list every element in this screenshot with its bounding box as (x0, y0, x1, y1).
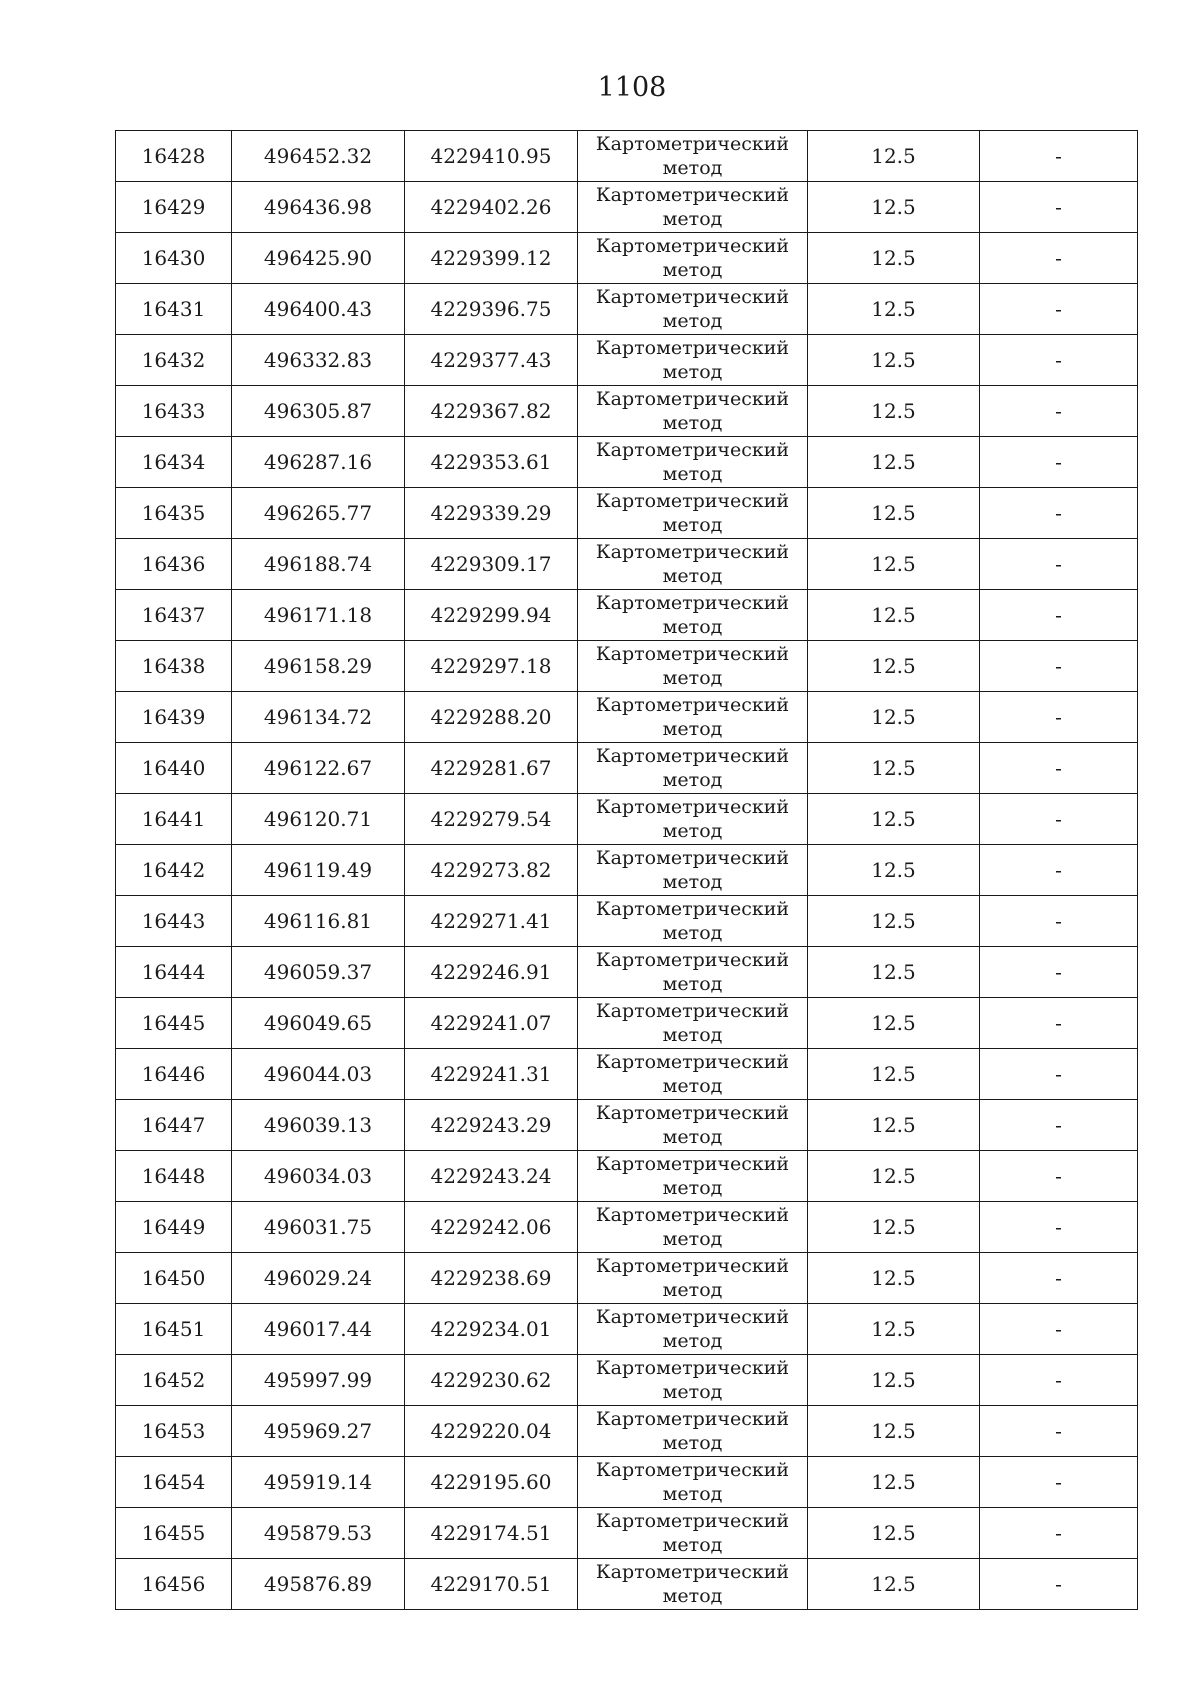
method-cell: Картометрический метод (578, 284, 808, 335)
y-coordinate-cell: 4229170.51 (405, 1559, 578, 1610)
x-coordinate-cell: 496287.16 (232, 437, 405, 488)
point-number-cell: 16452 (116, 1355, 232, 1406)
x-coordinate-cell: 496452.32 (232, 131, 405, 182)
accuracy-cell: 12.5 (808, 845, 980, 896)
x-coordinate-cell: 496034.03 (232, 1151, 405, 1202)
point-number-cell: 16438 (116, 641, 232, 692)
accuracy-cell: 12.5 (808, 284, 980, 335)
note-cell: - (980, 488, 1138, 539)
method-cell: Картометрический метод (578, 233, 808, 284)
x-coordinate-cell: 496265.77 (232, 488, 405, 539)
note-cell: - (980, 845, 1138, 896)
point-number-cell: 16443 (116, 896, 232, 947)
point-number-cell: 16429 (116, 182, 232, 233)
x-coordinate-cell: 496017.44 (232, 1304, 405, 1355)
accuracy-cell: 12.5 (808, 794, 980, 845)
x-coordinate-cell: 496188.74 (232, 539, 405, 590)
method-cell: Картометрический метод (578, 1355, 808, 1406)
accuracy-cell: 12.5 (808, 590, 980, 641)
x-coordinate-cell: 496044.03 (232, 1049, 405, 1100)
table-row (116, 1253, 1138, 1304)
y-coordinate-cell: 4229243.24 (405, 1151, 578, 1202)
accuracy-cell: 12.5 (808, 1355, 980, 1406)
table-row (116, 1151, 1138, 1202)
x-coordinate-cell: 496171.18 (232, 590, 405, 641)
accuracy-cell: 12.5 (808, 182, 980, 233)
note-cell: - (980, 1355, 1138, 1406)
method-cell: Картометрический метод (578, 947, 808, 998)
x-coordinate-cell: 496305.87 (232, 386, 405, 437)
y-coordinate-cell: 4229339.29 (405, 488, 578, 539)
y-coordinate-cell: 4229234.01 (405, 1304, 578, 1355)
x-coordinate-cell: 496049.65 (232, 998, 405, 1049)
y-coordinate-cell: 4229241.31 (405, 1049, 578, 1100)
point-number-cell: 16428 (116, 131, 232, 182)
note-cell: - (980, 182, 1138, 233)
table-row (116, 998, 1138, 1049)
note-cell: - (980, 131, 1138, 182)
method-cell: Картометрический метод (578, 794, 808, 845)
note-cell: - (980, 335, 1138, 386)
point-number-cell: 16450 (116, 1253, 232, 1304)
y-coordinate-cell: 4229377.43 (405, 335, 578, 386)
point-number-cell: 16447 (116, 1100, 232, 1151)
y-coordinate-cell: 4229241.07 (405, 998, 578, 1049)
table-row (116, 1406, 1138, 1457)
method-cell: Картометрический метод (578, 437, 808, 488)
x-coordinate-cell: 496158.29 (232, 641, 405, 692)
x-coordinate-cell: 496029.24 (232, 1253, 405, 1304)
accuracy-cell: 12.5 (808, 1508, 980, 1559)
point-number-cell: 16449 (116, 1202, 232, 1253)
table-row (116, 1355, 1138, 1406)
x-coordinate-cell: 496122.67 (232, 743, 405, 794)
y-coordinate-cell: 4229288.20 (405, 692, 578, 743)
point-number-cell: 16451 (116, 1304, 232, 1355)
x-coordinate-cell: 496332.83 (232, 335, 405, 386)
note-cell: - (980, 896, 1138, 947)
y-coordinate-cell: 4229243.29 (405, 1100, 578, 1151)
method-cell: Картометрический метод (578, 1508, 808, 1559)
y-coordinate-cell: 4229279.54 (405, 794, 578, 845)
note-cell: - (980, 1304, 1138, 1355)
coordinates-table (115, 130, 1138, 1610)
accuracy-cell: 12.5 (808, 998, 980, 1049)
note-cell: - (980, 1202, 1138, 1253)
page-number: 1108 (597, 72, 667, 103)
point-number-cell: 16454 (116, 1457, 232, 1508)
note-cell: - (980, 1253, 1138, 1304)
method-cell: Картометрический метод (578, 692, 808, 743)
method-cell: Картометрический метод (578, 386, 808, 437)
y-coordinate-cell: 4229242.06 (405, 1202, 578, 1253)
y-coordinate-cell: 4229195.60 (405, 1457, 578, 1508)
method-cell: Картометрический метод (578, 896, 808, 947)
y-coordinate-cell: 4229299.94 (405, 590, 578, 641)
x-coordinate-cell: 496120.71 (232, 794, 405, 845)
table-row (116, 590, 1138, 641)
table-row (116, 284, 1138, 335)
point-number-cell: 16435 (116, 488, 232, 539)
table-row (116, 641, 1138, 692)
table-row (116, 539, 1138, 590)
table-row (116, 386, 1138, 437)
method-cell: Картометрический метод (578, 1049, 808, 1100)
y-coordinate-cell: 4229271.41 (405, 896, 578, 947)
x-coordinate-cell: 495919.14 (232, 1457, 405, 1508)
accuracy-cell: 12.5 (808, 488, 980, 539)
note-cell: - (980, 1406, 1138, 1457)
x-coordinate-cell: 495879.53 (232, 1508, 405, 1559)
table-row (116, 182, 1138, 233)
table-row (116, 1559, 1138, 1610)
point-number-cell: 16436 (116, 539, 232, 590)
x-coordinate-cell: 496116.81 (232, 896, 405, 947)
table-row (116, 845, 1138, 896)
note-cell: - (980, 1559, 1138, 1610)
point-number-cell: 16453 (116, 1406, 232, 1457)
point-number-cell: 16437 (116, 590, 232, 641)
method-cell: Картометрический метод (578, 845, 808, 896)
y-coordinate-cell: 4229309.17 (405, 539, 578, 590)
accuracy-cell: 12.5 (808, 1202, 980, 1253)
note-cell: - (980, 233, 1138, 284)
y-coordinate-cell: 4229297.18 (405, 641, 578, 692)
method-cell: Картометрический метод (578, 1559, 808, 1610)
table-body (116, 131, 1138, 1610)
table-row (116, 1049, 1138, 1100)
y-coordinate-cell: 4229402.26 (405, 182, 578, 233)
table-row (116, 1304, 1138, 1355)
accuracy-cell: 12.5 (808, 1151, 980, 1202)
accuracy-cell: 12.5 (808, 641, 980, 692)
y-coordinate-cell: 4229353.61 (405, 437, 578, 488)
accuracy-cell: 12.5 (808, 1559, 980, 1610)
note-cell: - (980, 743, 1138, 794)
point-number-cell: 16448 (116, 1151, 232, 1202)
point-number-cell: 16430 (116, 233, 232, 284)
x-coordinate-cell: 495969.27 (232, 1406, 405, 1457)
x-coordinate-cell: 496039.13 (232, 1100, 405, 1151)
table-row (116, 692, 1138, 743)
x-coordinate-cell: 495997.99 (232, 1355, 405, 1406)
table-row (116, 1100, 1138, 1151)
x-coordinate-cell: 495876.89 (232, 1559, 405, 1610)
note-cell: - (980, 692, 1138, 743)
note-cell: - (980, 437, 1138, 488)
y-coordinate-cell: 4229273.82 (405, 845, 578, 896)
accuracy-cell: 12.5 (808, 335, 980, 386)
table-row (116, 794, 1138, 845)
x-coordinate-cell: 496400.43 (232, 284, 405, 335)
method-cell: Картометрический метод (578, 131, 808, 182)
y-coordinate-cell: 4229246.91 (405, 947, 578, 998)
accuracy-cell: 12.5 (808, 947, 980, 998)
accuracy-cell: 12.5 (808, 1100, 980, 1151)
accuracy-cell: 12.5 (808, 386, 980, 437)
accuracy-cell: 12.5 (808, 1457, 980, 1508)
y-coordinate-cell: 4229281.67 (405, 743, 578, 794)
note-cell: - (980, 1457, 1138, 1508)
table-row (116, 947, 1138, 998)
method-cell: Картометрический метод (578, 335, 808, 386)
accuracy-cell: 12.5 (808, 1406, 980, 1457)
y-coordinate-cell: 4229367.82 (405, 386, 578, 437)
note-cell: - (980, 1508, 1138, 1559)
point-number-cell: 16444 (116, 947, 232, 998)
method-cell: Картометрический метод (578, 641, 808, 692)
accuracy-cell: 12.5 (808, 743, 980, 794)
y-coordinate-cell: 4229230.62 (405, 1355, 578, 1406)
method-cell: Картометрический метод (578, 1457, 808, 1508)
table-row (116, 335, 1138, 386)
x-coordinate-cell: 496031.75 (232, 1202, 405, 1253)
point-number-cell: 16445 (116, 998, 232, 1049)
y-coordinate-cell: 4229399.12 (405, 233, 578, 284)
note-cell: - (980, 284, 1138, 335)
method-cell: Картометрический метод (578, 1304, 808, 1355)
table-row (116, 233, 1138, 284)
note-cell: - (980, 590, 1138, 641)
note-cell: - (980, 386, 1138, 437)
accuracy-cell: 12.5 (808, 1253, 980, 1304)
point-number-cell: 16441 (116, 794, 232, 845)
accuracy-cell: 12.5 (808, 896, 980, 947)
note-cell: - (980, 1151, 1138, 1202)
note-cell: - (980, 641, 1138, 692)
x-coordinate-cell: 496134.72 (232, 692, 405, 743)
accuracy-cell: 12.5 (808, 539, 980, 590)
point-number-cell: 16431 (116, 284, 232, 335)
table-row (116, 1508, 1138, 1559)
note-cell: - (980, 1100, 1138, 1151)
note-cell: - (980, 998, 1138, 1049)
method-cell: Картометрический метод (578, 182, 808, 233)
accuracy-cell: 12.5 (808, 233, 980, 284)
table-row (116, 1457, 1138, 1508)
point-number-cell: 16455 (116, 1508, 232, 1559)
table-row (116, 896, 1138, 947)
table-row (116, 488, 1138, 539)
y-coordinate-cell: 4229410.95 (405, 131, 578, 182)
method-cell: Картометрический метод (578, 1253, 808, 1304)
note-cell: - (980, 794, 1138, 845)
x-coordinate-cell: 496119.49 (232, 845, 405, 896)
accuracy-cell: 12.5 (808, 692, 980, 743)
method-cell: Картометрический метод (578, 1100, 808, 1151)
method-cell: Картометрический метод (578, 539, 808, 590)
point-number-cell: 16442 (116, 845, 232, 896)
note-cell: - (980, 947, 1138, 998)
x-coordinate-cell: 496425.90 (232, 233, 405, 284)
method-cell: Картометрический метод (578, 1151, 808, 1202)
method-cell: Картометрический метод (578, 743, 808, 794)
y-coordinate-cell: 4229174.51 (405, 1508, 578, 1559)
point-number-cell: 16439 (116, 692, 232, 743)
table-row (116, 743, 1138, 794)
y-coordinate-cell: 4229396.75 (405, 284, 578, 335)
note-cell: - (980, 539, 1138, 590)
y-coordinate-cell: 4229238.69 (405, 1253, 578, 1304)
table-row (116, 437, 1138, 488)
point-number-cell: 16433 (116, 386, 232, 437)
table-row (116, 1202, 1138, 1253)
point-number-cell: 16440 (116, 743, 232, 794)
note-cell: - (980, 1049, 1138, 1100)
x-coordinate-cell: 496436.98 (232, 182, 405, 233)
accuracy-cell: 12.5 (808, 131, 980, 182)
point-number-cell: 16434 (116, 437, 232, 488)
point-number-cell: 16432 (116, 335, 232, 386)
method-cell: Картометрический метод (578, 590, 808, 641)
y-coordinate-cell: 4229220.04 (405, 1406, 578, 1457)
method-cell: Картометрический метод (578, 998, 808, 1049)
point-number-cell: 16456 (116, 1559, 232, 1610)
method-cell: Картометрический метод (578, 1406, 808, 1457)
method-cell: Картометрический метод (578, 488, 808, 539)
table-row (116, 131, 1138, 182)
x-coordinate-cell: 496059.37 (232, 947, 405, 998)
point-number-cell: 16446 (116, 1049, 232, 1100)
method-cell: Картометрический метод (578, 1202, 808, 1253)
accuracy-cell: 12.5 (808, 1049, 980, 1100)
accuracy-cell: 12.5 (808, 437, 980, 488)
accuracy-cell: 12.5 (808, 1304, 980, 1355)
